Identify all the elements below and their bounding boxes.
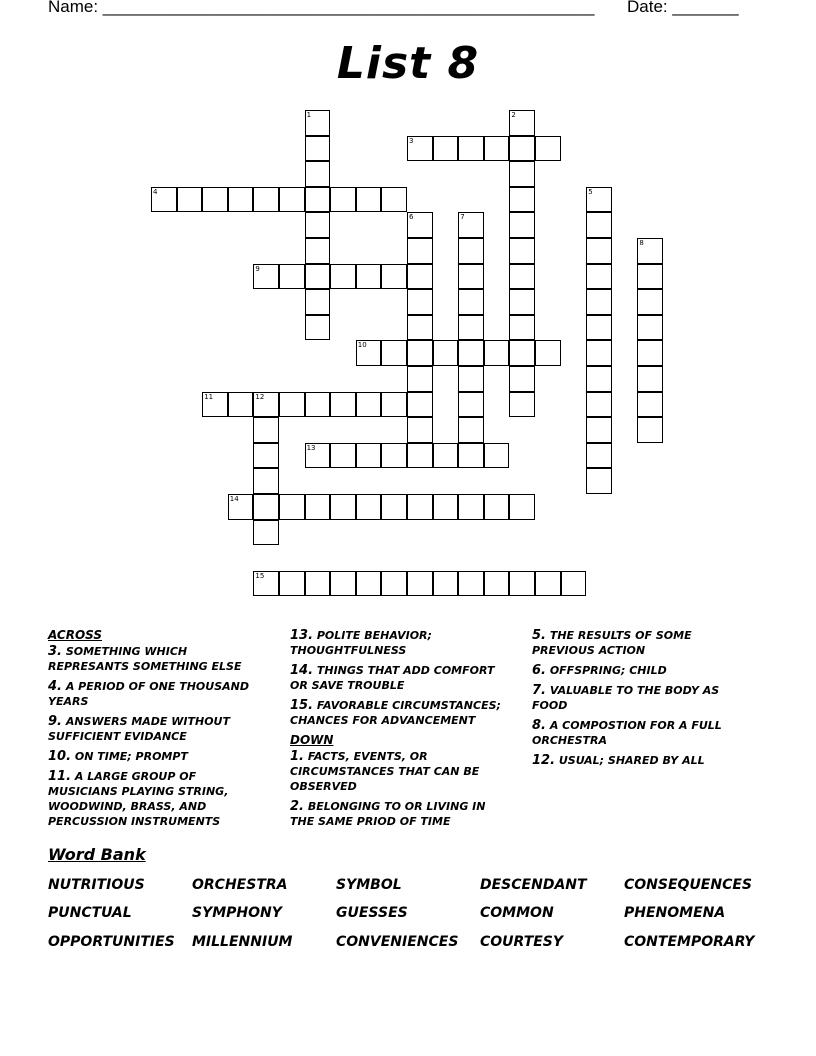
grid-cell[interactable] [509,212,535,238]
clue-text: A COMPOSTION FOR A FULL ORCHESTRA [532,719,722,747]
clue-number: 1 [306,111,312,119]
word-bank-item: NUTRITIOUS [48,877,145,893]
grid-cell[interactable] [586,212,612,238]
grid-cell[interactable] [381,264,407,290]
clue-number-label: 2. [290,799,304,814]
grid-cell[interactable] [458,212,484,238]
grid-cell[interactable] [330,392,356,418]
grid-cell[interactable] [509,161,535,187]
grid-cell[interactable] [586,366,612,392]
grid-cell[interactable] [458,289,484,315]
word-bank-item: DESCENDANT [480,877,587,893]
clue-item [532,683,747,713]
grid-cell[interactable] [509,494,535,520]
word-bank-item: COURTESY [480,934,564,950]
clue-number: 10 [357,341,367,350]
grid-cell[interactable] [458,340,484,366]
clue-number: 11 [204,392,214,401]
grid-cell[interactable] [330,187,356,213]
grid-cell[interactable] [356,264,382,290]
grid-cell[interactable] [381,392,407,418]
clue-text: USUAL; SHARED BY ALL [555,754,705,767]
clue-item [48,644,263,674]
grid-cell[interactable] [637,417,663,443]
clue-number: 9 [255,264,260,273]
grid-cell[interactable] [330,443,356,469]
grid-cell[interactable] [279,264,305,290]
grid-cell[interactable] [407,366,433,392]
grid-cell[interactable] [458,136,484,162]
grid-cell[interactable] [279,187,305,213]
grid-cell[interactable] [279,494,305,520]
grid-cell[interactable] [407,417,433,443]
grid-cell[interactable] [484,136,510,162]
grid-cell[interactable] [458,571,484,597]
clue-text: OFFSPRING; CHILD [545,664,667,677]
clue-number-label: 6. [532,663,546,678]
clue-number-label: 11. [48,769,72,784]
grid-cell[interactable] [407,571,433,597]
clue-item [290,799,510,829]
clue-number-label: 4. [48,679,62,694]
grid-cell[interactable] [509,392,535,418]
grid-cell[interactable] [356,494,382,520]
grid-cell[interactable] [407,494,433,520]
clue-column-middle [290,628,510,834]
grid-cell[interactable] [356,443,382,469]
grid-cell[interactable] [484,443,510,469]
clue-number-label: 9. [48,714,62,729]
grid-cell[interactable] [407,289,433,315]
clue-item [48,714,263,744]
clue-item [290,749,510,794]
clue-number-label: 10. [48,749,72,764]
clue-number: 14 [229,495,239,503]
grid-cell[interactable] [305,187,331,213]
grid-cell[interactable] [484,340,510,366]
grid-cell[interactable] [330,264,356,290]
clue-number: 15 [255,571,265,580]
name-field-label: Name: ____________________________________________________ [48,0,595,16]
clue-item [48,749,263,764]
word-bank-item: PHENOMENA [624,905,726,921]
grid-cell[interactable] [305,161,331,187]
grid-cell[interactable] [586,417,612,443]
grid-cell[interactable] [586,187,612,213]
grid-cell[interactable] [407,443,433,469]
grid-cell[interactable] [535,136,561,162]
grid-cell[interactable] [433,571,459,597]
grid-cell[interactable] [637,392,663,418]
grid-cell[interactable] [381,443,407,469]
grid-cell[interactable] [305,392,331,418]
clue-item [48,769,263,829]
grid-cell[interactable] [381,494,407,520]
grid-cell[interactable] [407,238,433,264]
grid-cell[interactable] [586,340,612,366]
word-bank-item: MILLENNIUM [192,934,293,950]
clue-number: 3 [409,136,414,145]
word-bank-item: CONVENIENCES [336,934,459,950]
grid-cell[interactable] [637,264,663,290]
grid-cell[interactable] [407,340,433,366]
word-bank-item: SYMBOL [336,877,402,893]
grid-cell[interactable] [586,238,612,264]
grid-cell[interactable] [433,340,459,366]
grid-cell[interactable] [407,392,433,418]
clue-column-down [532,628,747,773]
grid-cell[interactable] [484,494,510,520]
grid-cell[interactable] [509,136,535,162]
grid-cell[interactable] [356,571,382,597]
grid-cell[interactable] [637,315,663,341]
grid-cell[interactable] [381,187,407,213]
clue-number-label: 7. [532,683,546,698]
clue-number-label: 13. [290,628,314,643]
clue-text: THINGS THAT ADD COMFORT OR SAVE TROUBLE [290,664,495,692]
grid-cell[interactable] [484,571,510,597]
grid-cell[interactable] [381,340,407,366]
down-heading: DOWN [290,733,334,747]
word-bank-item: GUESSES [336,905,408,921]
clue-number: 6 [409,213,414,222]
clue-text: FACTS, EVENTS, OR CIRCUMSTANCES THAT CAN BE OBSERVED [290,750,480,793]
grid-cell[interactable] [279,392,305,418]
grid-cell[interactable] [509,110,535,136]
grid-cell[interactable] [177,187,203,213]
clue-column-across [48,628,263,834]
word-bank-item: SYMPHONY [192,905,282,921]
grid-cell[interactable] [458,392,484,418]
grid-cell[interactable] [458,264,484,290]
clue-item [532,718,747,748]
page-title: List 8 [336,38,480,89]
grid-cell[interactable] [509,187,535,213]
grid-cell[interactable] [305,264,331,290]
grid-cell[interactable] [586,315,612,341]
grid-cell[interactable] [509,366,535,392]
clue-text: THE RESULTS OF SOME PREVIOUS ACTION [532,629,692,657]
clue-number-label: 8. [532,718,546,733]
clue-text: A LARGE GROUP OF MUSICIANS PLAYING STRING, WOODWIND, BRASS, AND PERCUSSION INSTRUMENTS [48,770,229,828]
clue-item [48,679,263,709]
grid-cell[interactable] [228,494,254,520]
grid-cell[interactable] [356,187,382,213]
clue-text: ANSWERS MADE WITHOUT SUFFICIENT EVIDANCE [48,715,230,743]
grid-cell[interactable] [407,136,433,162]
clue-number: 2 [511,111,516,119]
grid-cell[interactable] [509,340,535,366]
clue-item [532,663,747,678]
grid-cell[interactable] [458,494,484,520]
grid-cell[interactable] [253,187,279,213]
clue-text: SOMETHING WHICH REPRESANTS SOMETHING ELSE [48,645,242,673]
grid-cell[interactable] [279,571,305,597]
clue-number: 13 [306,443,316,452]
grid-cell[interactable] [458,443,484,469]
clue-number-label: 14. [290,663,314,678]
grid-cell[interactable] [586,392,612,418]
grid-cell[interactable] [305,571,331,597]
word-bank-item: OPPORTUNITIES [48,934,175,950]
grid-cell[interactable] [637,366,663,392]
grid-cell[interactable] [407,315,433,341]
date-field-label: Date: _______ [627,0,739,16]
grid-cell[interactable] [253,264,279,290]
grid-cell[interactable] [330,494,356,520]
grid-cell[interactable] [509,571,535,597]
grid-cell[interactable] [433,443,459,469]
grid-cell[interactable] [458,238,484,264]
word-bank-title: Word Bank [48,845,146,864]
grid-cell[interactable] [535,571,561,597]
clue-number: 8 [639,239,644,247]
word-bank-item: CONSEQUENCES [624,877,753,893]
grid-cell[interactable] [433,494,459,520]
grid-cell[interactable] [535,340,561,366]
word-bank-item: CONTEMPORARY [624,934,755,950]
grid-cell[interactable] [253,417,279,443]
grid-cell[interactable] [407,264,433,290]
grid-cell[interactable] [253,520,279,546]
clue-text: FAVORABLE CIRCUMSTANCES; CHANCES FOR ADVANCEMENT [290,699,501,727]
grid-cell[interactable] [458,366,484,392]
clue-item [290,698,510,728]
grid-cell[interactable] [586,443,612,469]
grid-cell[interactable] [330,571,356,597]
grid-cell[interactable] [637,289,663,315]
grid-cell[interactable] [586,289,612,315]
grid-cell[interactable] [228,187,254,213]
clue-item [290,628,510,658]
grid-cell[interactable] [202,187,228,213]
grid-cell[interactable] [253,443,279,469]
clue-text: A PERIOD OF ONE THOUSAND YEARS [48,680,249,708]
clue-number-label: 5. [532,628,546,643]
word-bank-item: COMMON [480,905,554,921]
clue-item [532,753,747,768]
clue-number: 12 [255,392,265,401]
clue-number: 5 [588,187,593,196]
grid-cell[interactable] [407,212,433,238]
grid-cell[interactable] [253,468,279,494]
grid-cell[interactable] [356,340,382,366]
grid-cell[interactable] [305,212,331,238]
grid-cell[interactable] [305,289,331,315]
grid-cell[interactable] [458,417,484,443]
grid-cell[interactable] [305,315,331,341]
grid-cell[interactable] [381,571,407,597]
clue-number: 4 [153,187,158,196]
clue-text: POLITE BEHAVIOR; THOUGHTFULNESS [290,629,432,657]
grid-cell[interactable] [202,392,228,418]
clue-number-label: 15. [290,698,314,713]
grid-cell[interactable] [637,238,663,264]
across-heading: ACROSS [48,628,103,642]
grid-cell[interactable] [253,392,279,418]
grid-cell[interactable] [509,238,535,264]
word-bank-item: PUNCTUAL [48,905,132,921]
grid-cell[interactable] [561,571,587,597]
grid-cell[interactable] [356,392,382,418]
grid-cell[interactable] [433,136,459,162]
clue-text: ON TIME; PROMPT [71,750,188,763]
grid-cell[interactable] [305,443,331,469]
grid-cell[interactable] [305,238,331,264]
grid-cell[interactable] [586,468,612,494]
clue-number: 7 [460,213,465,222]
grid-cell[interactable] [228,392,254,418]
grid-cell[interactable] [509,315,535,341]
grid-cell[interactable] [586,264,612,290]
clue-number-label: 12. [532,753,556,768]
clue-item [290,663,510,693]
word-bank-item: ORCHESTRA [192,877,288,893]
grid-cell[interactable] [305,136,331,162]
clue-text: BELONGING TO OR LIVING IN THE SAME PRIOD OF TIME [290,800,486,828]
grid-cell[interactable] [305,110,331,136]
grid-cell[interactable] [305,494,331,520]
grid-cell[interactable] [509,289,535,315]
clue-text: VALUABLE TO THE BODY AS FOOD [532,684,720,712]
grid-cell[interactable] [458,315,484,341]
grid-cell[interactable] [253,494,279,520]
grid-cell[interactable] [253,571,279,597]
clue-item [532,628,747,658]
clue-number-label: 1. [290,749,304,764]
clue-number-label: 3. [48,644,62,659]
grid-cell[interactable] [151,187,177,213]
grid-cell[interactable] [637,340,663,366]
grid-cell[interactable] [509,264,535,290]
